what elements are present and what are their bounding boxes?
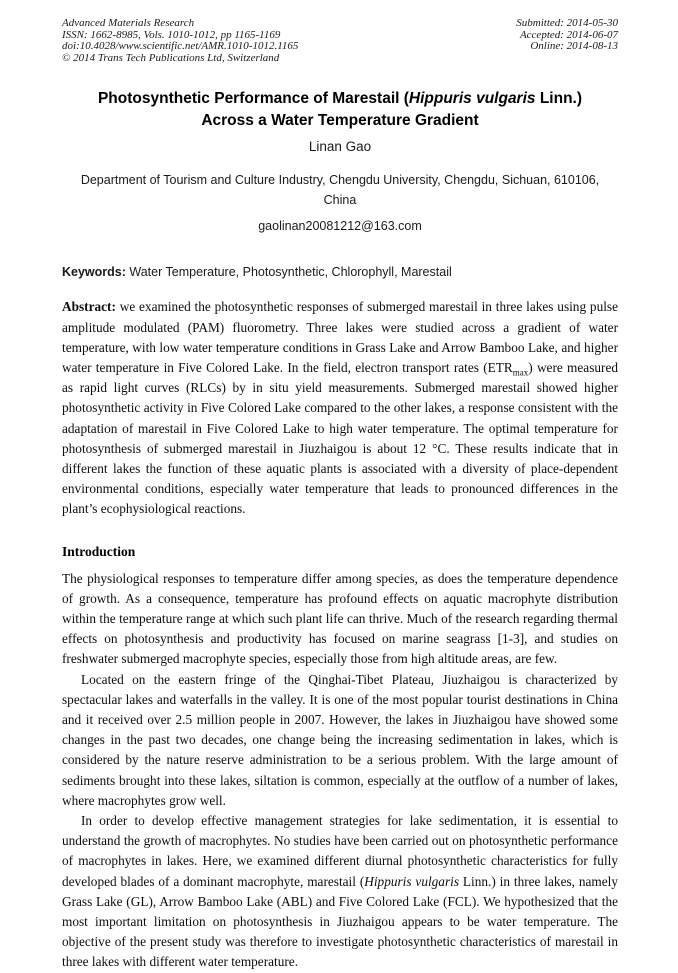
- submitted-date: Submitted: 2014-05-30: [516, 17, 618, 29]
- title-text-pre: Photosynthetic Performance of Marestail (: [97, 90, 409, 108]
- abstract-label: Abstract:: [62, 299, 116, 315]
- keywords-label: Keywords:: [62, 265, 126, 280]
- affiliation-line1: Department of Tourism and Culture Industry, Chengdu University, Chengdu, Sichuan, 610106,: [80, 173, 600, 188]
- introduction-heading: Introduction: [62, 543, 136, 559]
- paragraph3-text-post: Linn.) in three lakes, namely Grass Lake (GL), Arrow Bamboo Lake (ABL) and Five Colored Lake (FCL). We hypothesized that the most important limitation on photosynthesis in Jiuzhaigou appears to be water temperature. The objective of the present study was therefore to investigate photosynthetic characteristics of marestail in three lakes with different water temperature.: [62, 873, 618, 970]
- journal-doi-line: doi:10.4028/www.scientific.net/AMR.1010-1012.1165: [62, 40, 299, 53]
- introduction-paragraph-1: The physiological responses to temperature differ among species, as does the temperature dependence of growth. As a consequence, temperature has profound effects on aquatic macrophyte distribution within the temperature range at which such plant life can thrive. Much of the research regarding thermal effects on photosynthesis and productivity has focused on marine seagrass [1-3], and studies on freshwater submerged macrophyte species, especially those from high altitude areas, are few.: [62, 570, 618, 667]
- author-email: gaolinan20081212@163.com: [258, 219, 422, 234]
- paper-title: [62, 88, 618, 132]
- journal-issn-line: ISSN: 1662-8985, Vols. 1010-1012, pp 1165-1169: [62, 28, 281, 41]
- author-affiliation: [62, 170, 618, 210]
- etr-max-subscript: max: [512, 367, 529, 378]
- author-name: Linan Gao: [308, 139, 372, 155]
- online-date: Online: 2014-08-13: [530, 40, 618, 53]
- abstract-text-part2: ) were measured as rapid light curves (RLCs) by in situ yield measurements. Submerged marestail showed higher photosynthetic activity in Five Colored Lake compared to the other lakes, a response consistent with the adaptation of marestail in Five Colored Lake to high water temperature. The optimal temperature for photosynthesis of submerged marestail in Jiuzhaigou is about 12 °C. These results indicate that in different lakes the function of these aquatic plants is associated with a diversity of place-dependent environmental conditions, especially water temperature that leads to pronounced differences in the plant’s ecophysiological reactions.: [62, 359, 619, 517]
- journal-header: [62, 18, 618, 64]
- accepted-date: Accepted: 2014-06-07: [519, 28, 618, 41]
- journal-copyright-line: © 2014 Trans Tech Publications Ltd, Switzerland: [62, 51, 280, 64]
- affiliation-line2: China: [323, 193, 357, 208]
- title-line1: [98, 90, 582, 107]
- journal-name: Advanced Materials Research: [62, 17, 195, 29]
- title-text-post: Linn.): [535, 90, 583, 108]
- keywords-text: Water Temperature, Photosynthetic, Chlorophyll, Marestail: [125, 265, 452, 280]
- keywords-line: [62, 264, 618, 281]
- paragraph3-species-name: Hippuris vulgaris: [364, 873, 460, 889]
- abstract-paragraph: [62, 297, 618, 519]
- introduction-paragraph-2: Located on the eastern fringe of the Qinghai-Tibet Plateau, Jiuzhaigou is characterized by spectacular lakes and waterfalls in the valley. It is one of the most popular tourist destinations in China and it received over 2.5 million people in 2007. However, the lakes in Jiuzhaigou have showed some changes in the past two decades, one change being the increasing sedimentation in lakes, which is considered by the nature reserve administration to be a serious problem. With the large amount of sediments brought into these lakes, siltation is common, especially at the outflow of a number of lakes, where macrophytes grow well.: [62, 671, 618, 808]
- journal-info: [62, 18, 298, 64]
- abstract-text-part1: we examined the photosynthetic responses of submerged marestail in three lakes using pulse amplitude modulated (PAM) fluorometry. Three lakes were studied across a gradient of water temperature, with low water temperature conditions in Grass Lake and Arrow Bamboo Lake, and higher water temperature in Five Colored Lake. In the field, electron transport rates (ETR: [62, 299, 618, 375]
- paragraph3-text-pre: In order to develop effective management strategies for lake sedimentation, it is essential to understand the growth of macrophytes. No studies have been carried out on photosynthetic performance of macrophytes in lakes. Here, we examined different diurnal photosynthetic characteristics for fully developed blades of a dominant macrophyte, marestail (: [62, 813, 618, 889]
- submission-dates: [516, 18, 618, 53]
- introduction-paragraph-3: [62, 811, 618, 973]
- title-line2: Across a Water Temperature Gradient: [201, 112, 479, 130]
- title-species-name: Hippuris vulgaris: [408, 90, 536, 108]
